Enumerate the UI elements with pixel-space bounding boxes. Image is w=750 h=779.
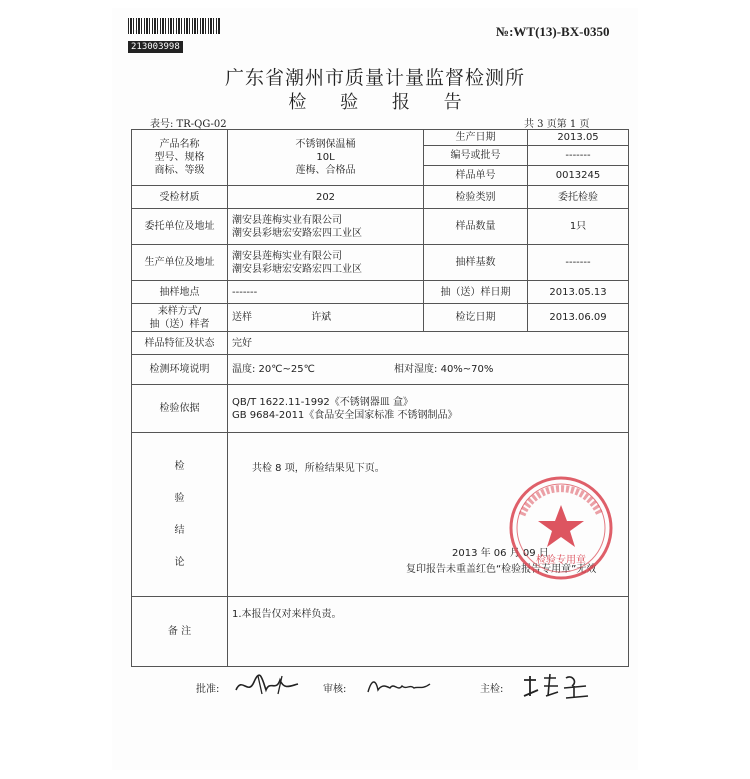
- batch-value: -------: [528, 146, 629, 166]
- inspect-type-label: 检验类别: [424, 186, 528, 209]
- inspector-label: 主检:: [480, 684, 504, 695]
- condition-value: 完好: [228, 332, 629, 355]
- model-value: 10L: [316, 152, 335, 163]
- approver-signature: [232, 672, 302, 698]
- sender-values: [228, 304, 424, 332]
- client-address: [228, 209, 424, 245]
- copy-notice: 复印报告未重盖红色“检验报告专用章”无效: [406, 564, 597, 575]
- barcode: [128, 18, 220, 52]
- conclusion-label: [132, 433, 228, 597]
- sampling-base-label: 抽样基数: [424, 245, 528, 281]
- conclusion-char-2: 验: [174, 492, 185, 504]
- sample-qty-label: 样品数量: [424, 209, 528, 245]
- sampling-date-value: 2013.05.13: [528, 281, 629, 304]
- sender-name: 许斌: [311, 312, 332, 323]
- producer-street: 潮安县彩塘宏安路宏四工业区: [232, 263, 362, 275]
- material-value: 202: [228, 186, 424, 209]
- model-label: 型号、规格: [154, 152, 205, 163]
- remarks-label: 备 注: [132, 597, 228, 667]
- conclusion-text: 共检 8 项，所检结果见下页。: [252, 463, 385, 474]
- producer-label: 生产单位及地址: [132, 245, 228, 281]
- sender-method: 送样: [232, 312, 252, 323]
- producer-name: 潮安县莲梅实业有限公司: [232, 250, 342, 262]
- review-label: 审核:: [323, 684, 347, 695]
- sender-person-label: 抽（送）样者: [149, 318, 210, 330]
- sender-method-label: 来样方式/: [157, 305, 202, 317]
- product-name-label: 产品名称: [159, 139, 200, 150]
- client-name: 潮安县莲梅实业有限公司: [232, 214, 342, 226]
- sampling-date-label: 抽（送）样日期: [424, 281, 528, 304]
- sender-labels: [132, 304, 228, 332]
- remarks-text: 1.本报告仅对来样负责。: [228, 597, 629, 667]
- reviewer-signature: [364, 674, 434, 696]
- product-labels: [132, 130, 228, 186]
- product-name: 不锈钢保温桶: [295, 139, 356, 150]
- production-date-label: 生产日期: [424, 130, 528, 146]
- basis-line-1: QB/T 1622.11-1992《不锈钢器皿 盒》: [232, 396, 413, 408]
- stamp-star-icon: [538, 505, 584, 547]
- basis-values: [228, 385, 629, 433]
- sampling-place-value: -------: [228, 281, 424, 304]
- product-values: [228, 130, 424, 186]
- institute-name: 广东省潮州市质量计量监督检测所: [224, 67, 525, 89]
- env-temp: 温度: 20℃~25℃: [232, 364, 315, 375]
- approve-label: 批准:: [196, 684, 220, 695]
- condition-label: 样品特征及状态: [132, 332, 228, 355]
- batch-label: 编号或批号: [424, 146, 528, 166]
- inspector-signature: [520, 672, 592, 700]
- basis-line-2: GB 9684-2011《食品安全国家标准 不锈钢制品》: [232, 409, 458, 421]
- basis-label: 检验依据: [132, 385, 228, 433]
- client-label: 委托单位及地址: [132, 209, 228, 245]
- client-street: 潮安县彩塘宏安路宏四工业区: [232, 227, 362, 239]
- brand-value: 莲梅、合格品: [295, 165, 356, 176]
- producer-address: [228, 245, 424, 281]
- env-values: [228, 355, 629, 385]
- stamp-text: 检验专用章: [536, 555, 586, 566]
- conclusion-char-1: 检: [174, 460, 185, 472]
- report-title: 检 验 报 告: [288, 92, 476, 113]
- brand-label: 商标、等级: [154, 165, 205, 176]
- report-table: [131, 129, 629, 667]
- inspection-stamp: [508, 475, 614, 581]
- form-number: 表号: TR-QG-02: [150, 119, 227, 130]
- sampling-place-label: 抽样地点: [132, 281, 228, 304]
- sampling-base-value: -------: [528, 245, 629, 281]
- barcode-bars: [128, 18, 220, 34]
- inspect-type-value: 委托检验: [528, 186, 629, 209]
- sample-no: 0013245: [528, 166, 629, 186]
- page-info: 共 3 页第 1 页: [524, 119, 590, 130]
- sample-qty-value: 1只: [528, 209, 629, 245]
- conclusion-char-3: 结: [174, 524, 185, 536]
- conclusion-date: 2013 年 06 月 09 日: [452, 548, 549, 559]
- report-serial: №:WT(13)-BX-0350: [496, 24, 610, 39]
- conclusion-char-4: 论: [174, 556, 185, 568]
- barcode-number: 213003998: [128, 41, 183, 53]
- env-humidity: 相对湿度: 40%~70%: [394, 364, 494, 375]
- finish-date-label: 检讫日期: [424, 304, 528, 332]
- sample-no-label: 样品单号: [424, 166, 528, 186]
- finish-date-value: 2013.06.09: [528, 304, 629, 332]
- material-label: 受检材质: [132, 186, 228, 209]
- env-label: 检测环境说明: [132, 355, 228, 385]
- production-date: 2013.05: [528, 130, 629, 146]
